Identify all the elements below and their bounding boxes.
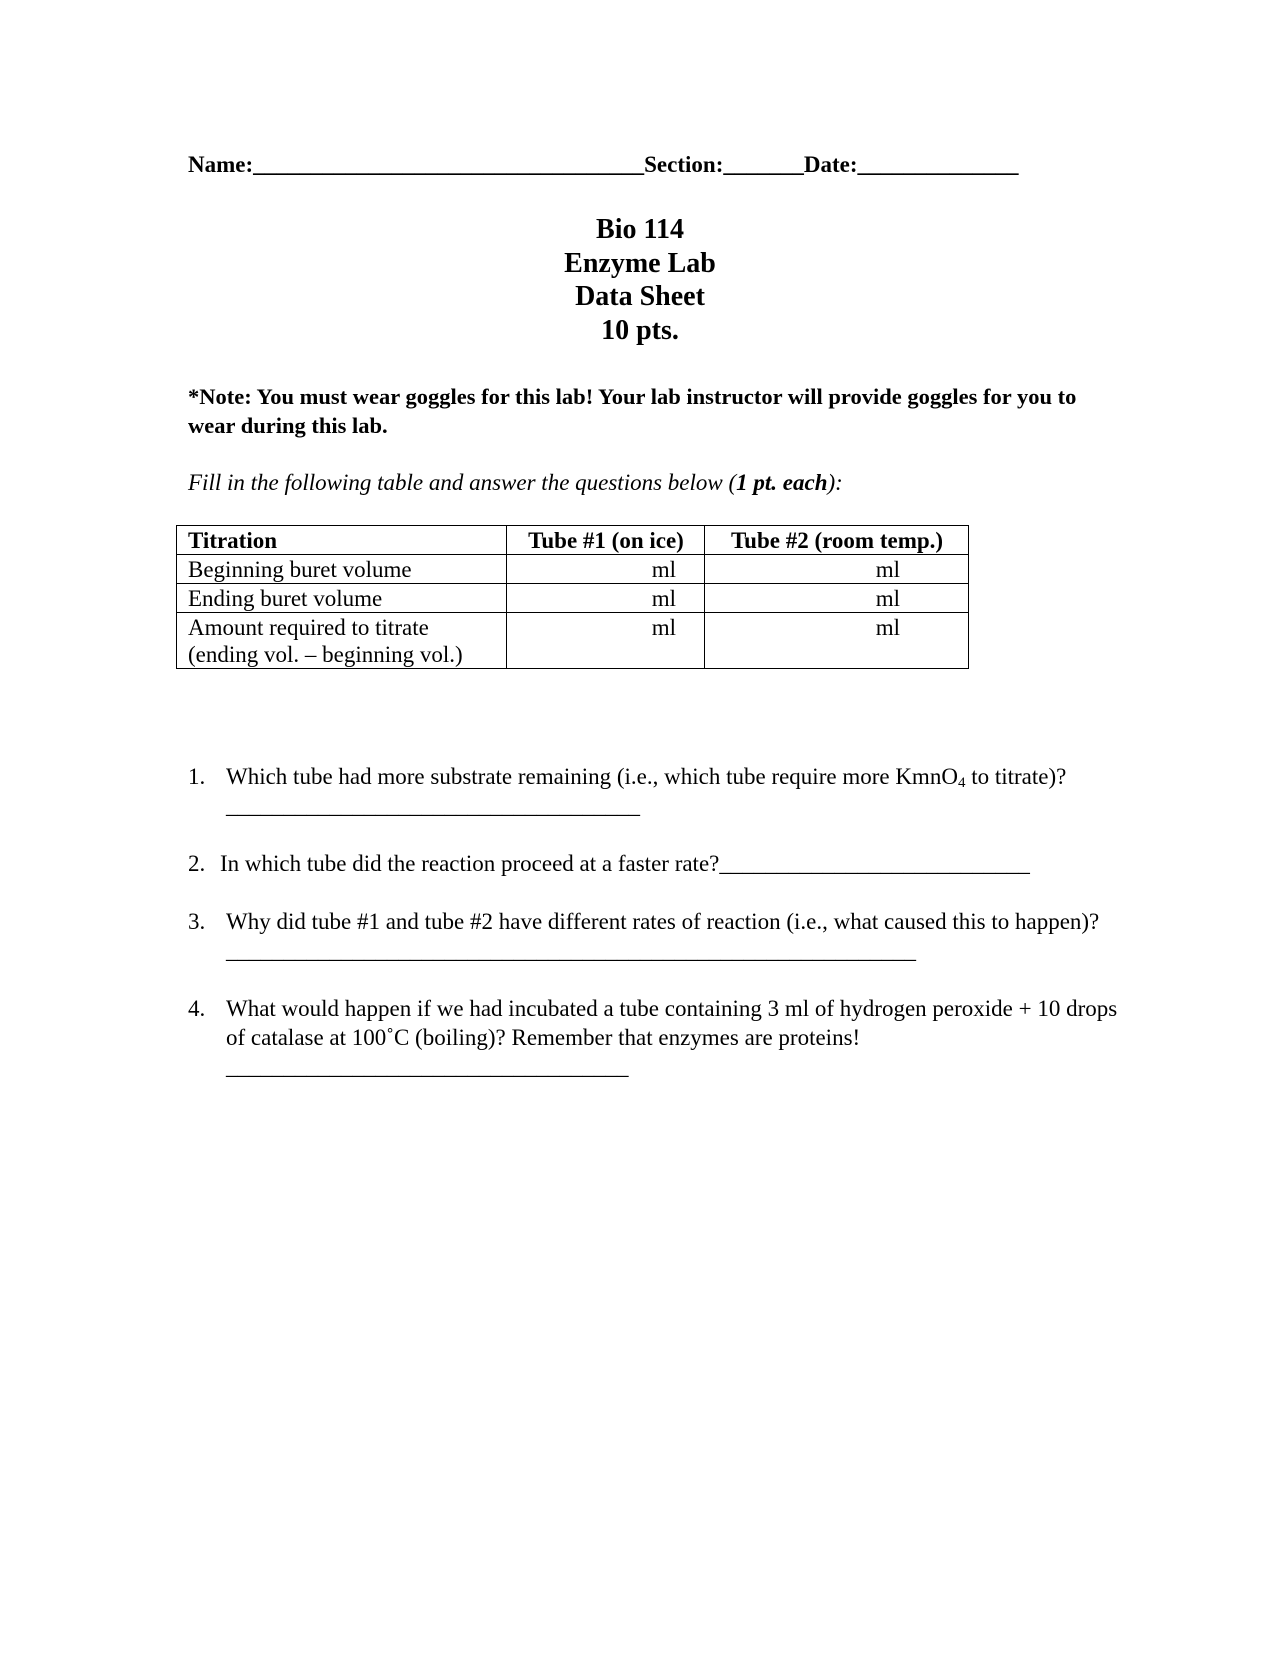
title-sheet: Data Sheet — [575, 281, 705, 312]
tube1-cell[interactable]: ml — [507, 555, 705, 584]
table-header-row — [177, 526, 969, 555]
title-course: Bio 114 — [596, 214, 684, 245]
question-text: What would happen if we had incubated a tube containing 3 ml of hydrogen peroxide + 10 drops of catalase at 100˚C (boiling)? Remember that enzymes are proteins! — [226, 996, 1118, 1050]
question-text: Which tube had more substrate remaining (i.e., which tube require more KmnO — [226, 764, 958, 789]
question-text: In which tube did the reaction proceed at a faster rate? — [220, 851, 720, 876]
title-points: 10 pts. — [601, 314, 679, 346]
tube2-cell[interactable]: ml — [705, 613, 969, 669]
question-1 — [188, 762, 1118, 820]
safety-note: *Note: You must wear goggles for this lab! Your lab instructor will provide goggles for you to wear during this lab. — [188, 384, 1077, 438]
answer-blank[interactable]: ____________________________________________________________ — [226, 938, 916, 963]
table-row — [177, 584, 969, 613]
question-text-cont: to titrate)? — [965, 764, 1067, 789]
date-blank[interactable]: ______________ — [857, 152, 1019, 177]
row-label-line2: (ending vol. – beginning vol.) — [188, 642, 463, 667]
titration-table — [176, 525, 969, 669]
question-2 — [188, 849, 1118, 878]
section-label: Section: — [644, 152, 724, 177]
question-text: Why did tube #1 and tube #2 have different rates of reaction (i.e., what caused this to happen)? — [226, 909, 1100, 934]
questions-list — [188, 762, 1118, 1110]
tube1-cell[interactable]: ml — [507, 584, 705, 613]
answer-blank[interactable]: ___________________________ — [719, 851, 1030, 876]
name-label: Name: — [188, 152, 254, 177]
tube1-cell[interactable]: ml — [507, 613, 705, 669]
subscript: 4 — [957, 775, 966, 791]
question-number: 4. — [188, 996, 206, 1021]
question-number: 2. — [188, 851, 206, 876]
row-label-line1: Amount required to titrate — [188, 615, 429, 640]
question-3 — [188, 907, 1118, 965]
row-label — [177, 613, 507, 669]
section-blank[interactable]: _______ — [723, 152, 804, 177]
row-label: Beginning buret volume — [177, 555, 507, 584]
date-label: Date: — [803, 152, 858, 177]
document-title — [0, 213, 1280, 347]
name-blank[interactable]: __________________________________ — [253, 152, 645, 177]
answer-blank[interactable]: ____________________________________ — [226, 793, 640, 818]
instructions-points: 1 pt. each — [736, 470, 828, 495]
question-number: 3. — [188, 909, 206, 934]
header-tube1: Tube #1 (on ice) — [507, 526, 705, 555]
header-titration: Titration — [177, 526, 507, 555]
instructions — [188, 469, 843, 497]
question-number: 1. — [188, 764, 206, 789]
tube2-cell[interactable]: ml — [705, 555, 969, 584]
instructions-text: Fill in the following table and answer the questions below ( — [188, 470, 737, 495]
instructions-end: ): — [827, 470, 843, 495]
title-lab: Enzyme Lab — [564, 247, 716, 279]
table-row — [177, 555, 969, 584]
student-info-line — [188, 150, 1019, 180]
row-label: Ending buret volume — [177, 584, 507, 613]
answer-blank[interactable]: ___________________________________ — [226, 1054, 629, 1079]
header-tube2: Tube #2 (room temp.) — [705, 526, 969, 555]
question-4 — [188, 994, 1118, 1081]
table-row — [177, 613, 969, 669]
tube2-cell[interactable]: ml — [705, 584, 969, 613]
